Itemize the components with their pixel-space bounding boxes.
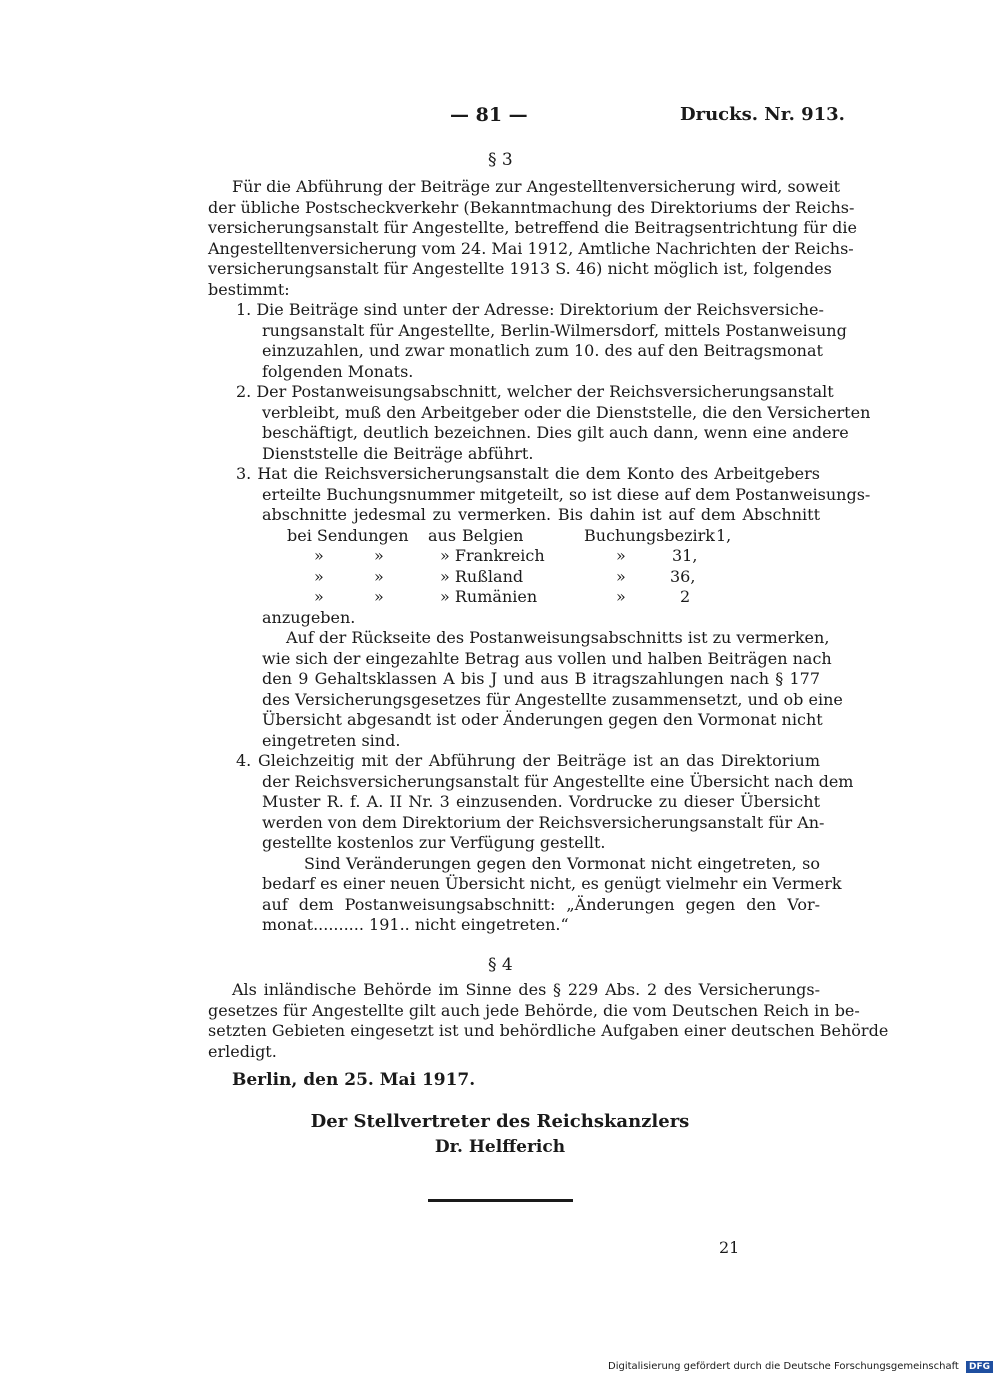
text-line: gestellte kostenlos zur Verfügung gestellt. [262, 833, 606, 852]
closing-rule [428, 1199, 573, 1202]
text-line: 2. Der Postanweisungsabschnitt, welcher der Reichsversicherungsanstalt [236, 382, 834, 401]
text-line: bestimmt: [208, 280, 290, 299]
text-line: monat.......... 191.. nicht eingetreten.“ [262, 915, 569, 934]
text-line: einzuzahlen, und zwar monatlich zum 10. des auf den Beitragsmonat [262, 341, 823, 360]
text-line: Sind Veränderungen gegen den Vormonat nicht eingetreten, so [304, 854, 820, 873]
text-line: Muster R. f. A. II Nr. 3 einzusenden. Vordrucke zu dieser Übersicht [262, 792, 820, 811]
text-line: versicherungsanstalt für Angestellte 1913 S. 46) nicht möglich ist, folgendes [208, 259, 832, 278]
text-line: Auf der Rückseite des Postanweisungsabschnitts ist zu vermerken, [286, 628, 830, 647]
text-line: der Reichsversicherungsanstalt für Angestellte eine Übersicht nach dem [262, 772, 854, 791]
signatory-title: Der Stellvertreter des Reichskanzlers [310, 1111, 690, 1132]
text-line: Angestelltenversicherung vom 24. Mai 1912, Amtliche Nachrichten der Reichs- [208, 239, 854, 258]
text-line: den 9 Gehaltsklassen A bis J und aus B itragszahlungen nach § 177 [262, 669, 820, 688]
section-3-heading: § 3 [488, 150, 513, 170]
text-line: setzten Gebieten eingesetzt ist und behördliche Aufgaben einer deutschen Behörde [208, 1021, 889, 1040]
print-reference: Drucks. Nr. 913. [680, 104, 845, 125]
text-line: gesetzes für Angestellte gilt auch jede Behörde, die vom Deutschen Reich in be- [208, 1001, 860, 1020]
text-line: 4. Gleichzeitig mit der Abführung der Beiträge ist an das Direktorium [236, 751, 820, 770]
text-line: rungsanstalt für Angestellte, Berlin-Wilmersdorf, mittels Postanweisung [262, 321, 847, 340]
text-line: verbleibt, muß den Arbeitgeber oder die Dienststelle, die den Versicherten [262, 403, 871, 422]
text-line: Übersicht abgesandt ist oder Änderungen gegen den Vormonat nicht [262, 710, 823, 729]
text-line: Für die Abführung der Beiträge zur Angestelltenversicherung wird, soweit [232, 177, 840, 196]
text-line: beschäftigt, deutlich bezeichnen. Dies gilt auch dann, wenn eine andere [262, 423, 849, 442]
text-line: 3. Hat die Reichsversicherungsanstalt die dem Konto des Arbeitgebers [236, 464, 820, 483]
text-line: Dienststelle die Beiträge abführt. [262, 444, 534, 463]
page-number: — 81 — [450, 104, 528, 126]
text-line: bedarf es einer neuen Übersicht nicht, es genügt vielmehr ein Vermerk [262, 874, 842, 893]
text-line: 1. Die Beiträge sind unter der Adresse: Direktorium der Reichsversiche- [236, 300, 824, 319]
text-line: erledigt. [208, 1042, 277, 1061]
dfg-logo: DFG [966, 1361, 993, 1373]
text-line: des Versicherungsgesetzes für Angestellte zusammensetzt, und ob eine [262, 690, 843, 709]
credit-text: Digitalisierung gefördert durch die Deutsche Forschungsgemeinschaft [608, 1361, 959, 1372]
text-line: eingetreten sind. [262, 731, 401, 750]
sheet-number: 21 [719, 1238, 740, 1257]
text-line: wie sich der eingezahlte Betrag aus vollen und halben Beiträgen nach [262, 649, 832, 668]
text-line: Als inländische Behörde im Sinne des § 229 Abs. 2 des Versicherungs- [232, 980, 820, 999]
section-4-heading: § 4 [488, 955, 513, 975]
text-line: erteilte Buchungsnummer mitgeteilt, so ist diese auf dem Postanweisungs- [262, 485, 871, 504]
text-line: auf dem Postanweisungsabschnitt: „Änderungen gegen den Vor- [262, 895, 820, 914]
text-line: werden von dem Direktorium der Reichsversicherungsanstalt für An- [262, 813, 825, 832]
digitization-credit [608, 1361, 993, 1373]
text-line: folgenden Monats. [262, 362, 414, 381]
text-line: abschnitte jedesmal zu vermerken. Bis dahin ist auf dem Abschnitt [262, 505, 820, 524]
text-line: anzugeben. [262, 608, 356, 627]
text-line: der übliche Postscheckverkehr (Bekanntmachung des Direktoriums der Reichs- [208, 198, 855, 217]
text-line: versicherungsanstalt für Angestellte, betreffend die Beitragsentrichtung für die [208, 218, 857, 237]
place-and-date: Berlin, den 25. Mai 1917. [232, 1070, 476, 1090]
signatory-name: Dr. Helfferich [434, 1137, 566, 1157]
